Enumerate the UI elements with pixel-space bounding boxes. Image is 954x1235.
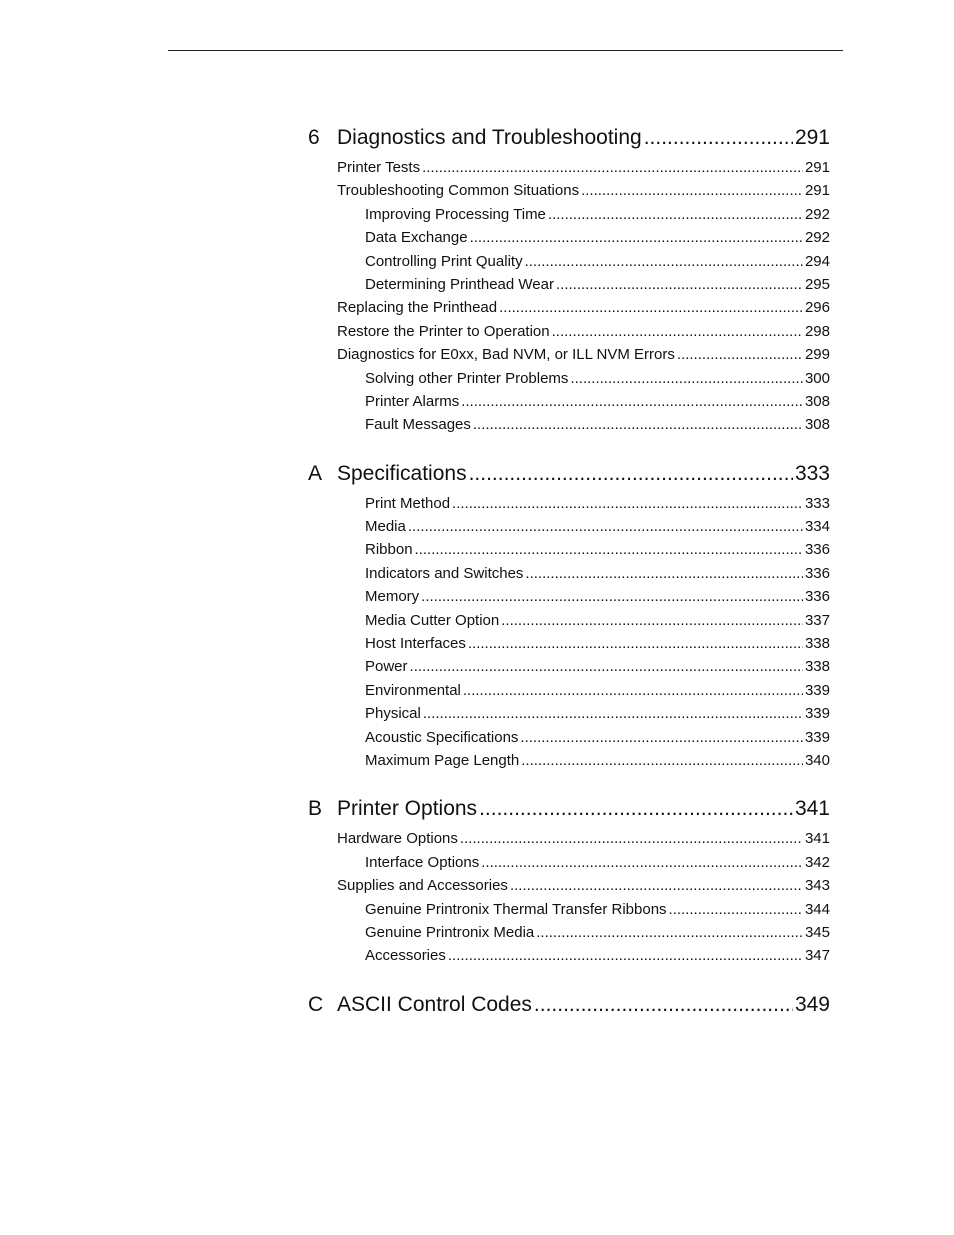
entry-title: Ribbon	[365, 541, 413, 559]
dot-leader	[552, 320, 803, 343]
chapter-page-number: 291	[794, 126, 830, 149]
toc-entry[interactable]	[300, 585, 830, 608]
entry-page-number: 338	[804, 658, 830, 676]
dot-leader	[473, 413, 803, 436]
entry-page-number: 347	[804, 947, 830, 965]
entry-page-number: 296	[804, 299, 830, 317]
dot-leader	[469, 456, 793, 492]
chapter-number: 6	[308, 126, 320, 149]
chapter-title: Printer Options	[337, 797, 478, 821]
dot-leader	[669, 898, 803, 921]
toc-entry[interactable]	[300, 273, 830, 296]
dot-leader	[452, 492, 803, 515]
toc-entry[interactable]	[300, 655, 830, 678]
toc-entry[interactable]	[300, 702, 830, 725]
dot-leader	[556, 273, 803, 296]
entry-page-number: 333	[804, 494, 830, 512]
chapter-page-number: 341	[794, 797, 830, 821]
dot-leader	[481, 851, 803, 874]
entry-page-number: 291	[804, 159, 830, 176]
toc-chapter[interactable]	[300, 120, 830, 156]
dot-leader	[463, 679, 803, 702]
dot-leader	[479, 791, 793, 827]
toc-entry[interactable]	[300, 226, 830, 249]
entry-title: Troubleshooting Common Situations	[337, 182, 580, 200]
chapter-number: A	[308, 461, 323, 485]
dot-leader	[468, 632, 803, 655]
toc-entry[interactable]	[300, 944, 830, 967]
toc-entry[interactable]	[300, 679, 830, 702]
toc-entry[interactable]	[300, 632, 830, 655]
entry-page-number: 336	[804, 564, 830, 582]
chapter-spacer	[300, 772, 830, 779]
toc-entry[interactable]	[300, 320, 830, 343]
dot-leader	[510, 874, 803, 897]
entry-title: Diagnostics for E0xx, Bad NVM, or ILL NVM Errors	[337, 346, 675, 364]
entry-title: Genuine Printronix Thermal Transfer Ribbons	[365, 900, 667, 918]
entry-title: Solving other Printer Problems	[365, 369, 569, 387]
entry-title: Host Interfaces	[365, 635, 466, 653]
entry-page-number: 338	[804, 635, 830, 653]
entry-title: Physical	[365, 705, 421, 723]
toc-entry[interactable]	[300, 726, 830, 749]
entry-page-number: 344	[804, 900, 830, 918]
entry-title: Hardware Options	[337, 830, 458, 848]
toc-entry[interactable]	[300, 390, 830, 413]
toc-entry[interactable]	[300, 413, 830, 436]
chapter-spacer	[300, 968, 830, 975]
entry-page-number: 345	[804, 923, 830, 941]
entry-title: Replacing the Printhead	[337, 299, 498, 317]
entry-page-number: 292	[804, 229, 830, 247]
toc-entry[interactable]	[300, 515, 830, 538]
entry-title: Memory	[365, 588, 420, 606]
chapter-title: Specifications	[337, 461, 467, 485]
entry-page-number: 292	[804, 205, 830, 223]
entry-page-number: 308	[804, 392, 830, 410]
chapter-number: B	[308, 797, 323, 821]
entry-page-number: 299	[804, 346, 830, 364]
entry-title: Supplies and Accessories	[337, 877, 508, 895]
entry-page-number: 339	[804, 681, 830, 699]
toc-entry[interactable]	[300, 562, 830, 585]
entry-page-number: 294	[804, 252, 830, 270]
toc-entry[interactable]	[300, 538, 830, 561]
entry-title: Improving Processing Time	[365, 205, 546, 223]
entry-page-number: 339	[804, 705, 830, 723]
dot-leader	[521, 749, 803, 772]
toc-entry[interactable]	[300, 492, 830, 515]
entry-title: Printer Alarms	[365, 392, 460, 410]
dot-leader	[448, 944, 803, 967]
entry-page-number: 336	[804, 541, 830, 559]
toc-entry[interactable]	[300, 296, 830, 319]
toc-entry[interactable]	[300, 203, 830, 226]
entry-title: Data Exchange	[365, 229, 468, 247]
entry-page-number: 298	[804, 322, 830, 340]
toc-entry[interactable]	[300, 367, 830, 390]
dot-leader	[415, 538, 803, 561]
toc-chapter[interactable]	[300, 987, 830, 1023]
entry-page-number: 291	[804, 182, 830, 200]
dot-leader	[499, 296, 803, 319]
entry-title: Fault Messages	[365, 416, 471, 434]
entry-title: Print Method	[365, 494, 451, 512]
dot-leader	[536, 921, 803, 944]
dot-leader	[460, 827, 803, 850]
entry-title: Accessories	[365, 947, 446, 965]
entry-title: Genuine Printronix Media	[365, 923, 535, 941]
toc-entry[interactable]	[300, 609, 830, 632]
dot-leader	[470, 226, 803, 249]
chapter-page-number: 349	[794, 992, 830, 1016]
entry-title: Printer Tests	[337, 159, 421, 176]
toc-entry[interactable]	[300, 343, 830, 366]
entry-title: Media	[365, 518, 406, 536]
entry-title: Maximum Page Length	[365, 751, 520, 769]
toc-entry[interactable]	[300, 250, 830, 273]
entry-page-number: 295	[804, 275, 830, 293]
entry-title: Interface Options	[365, 853, 480, 871]
dot-leader	[534, 987, 793, 1023]
entry-title: Media Cutter Option	[365, 611, 500, 629]
toc-entry[interactable]	[300, 156, 830, 179]
dot-leader	[421, 585, 803, 608]
entry-title: Restore the Printer to Operation	[337, 322, 550, 340]
dot-leader	[644, 120, 793, 156]
dot-leader	[410, 655, 803, 678]
entry-page-number: 340	[804, 751, 830, 769]
toc-entry[interactable]	[300, 851, 830, 874]
chapter-title: Diagnostics and Troubleshooting	[337, 126, 642, 149]
entry-title: Indicators and Switches	[365, 564, 524, 582]
toc-chapter[interactable]	[300, 456, 830, 492]
entry-title: Determining Printhead Wear	[365, 275, 554, 293]
toc-entry[interactable]	[300, 898, 830, 921]
chapter-page-number: 333	[794, 461, 830, 485]
dot-leader	[525, 562, 803, 585]
entry-title: Controlling Print Quality	[365, 252, 523, 270]
header-rule	[168, 50, 843, 51]
toc-entry[interactable]	[300, 921, 830, 944]
dot-leader	[423, 702, 803, 725]
entry-title: Acoustic Specifications	[365, 728, 519, 746]
entry-page-number: 308	[804, 416, 830, 434]
entry-page-number: 337	[804, 611, 830, 629]
chapter-spacer	[300, 437, 830, 444]
entry-page-number: 334	[804, 518, 830, 536]
entry-title: Power	[365, 658, 408, 676]
toc-entry[interactable]	[300, 749, 830, 772]
dot-leader	[548, 203, 803, 226]
dot-leader	[525, 250, 803, 273]
entry-page-number: 342	[804, 853, 830, 871]
entry-title: Environmental	[365, 681, 461, 699]
toc-chapter[interactable]	[300, 791, 830, 827]
dot-leader	[408, 515, 803, 538]
toc-entry[interactable]	[300, 874, 830, 897]
chapter-title: ASCII Control Codes	[337, 992, 532, 1016]
dot-leader	[581, 179, 803, 202]
entry-page-number: 343	[804, 877, 830, 895]
entry-page-number: 339	[804, 728, 830, 746]
dot-leader	[501, 609, 803, 632]
table-of-contents	[300, 120, 830, 1023]
dot-leader	[422, 156, 803, 179]
entry-page-number: 336	[804, 588, 830, 606]
chapter-number: C	[308, 992, 324, 1016]
toc-entry[interactable]	[300, 827, 830, 850]
dot-leader	[461, 390, 803, 413]
entry-page-number: 300	[804, 369, 830, 387]
entry-page-number: 341	[804, 830, 830, 848]
dot-leader	[520, 726, 803, 749]
dot-leader	[570, 367, 803, 390]
toc-entry[interactable]	[300, 179, 830, 202]
dot-leader	[677, 343, 803, 366]
